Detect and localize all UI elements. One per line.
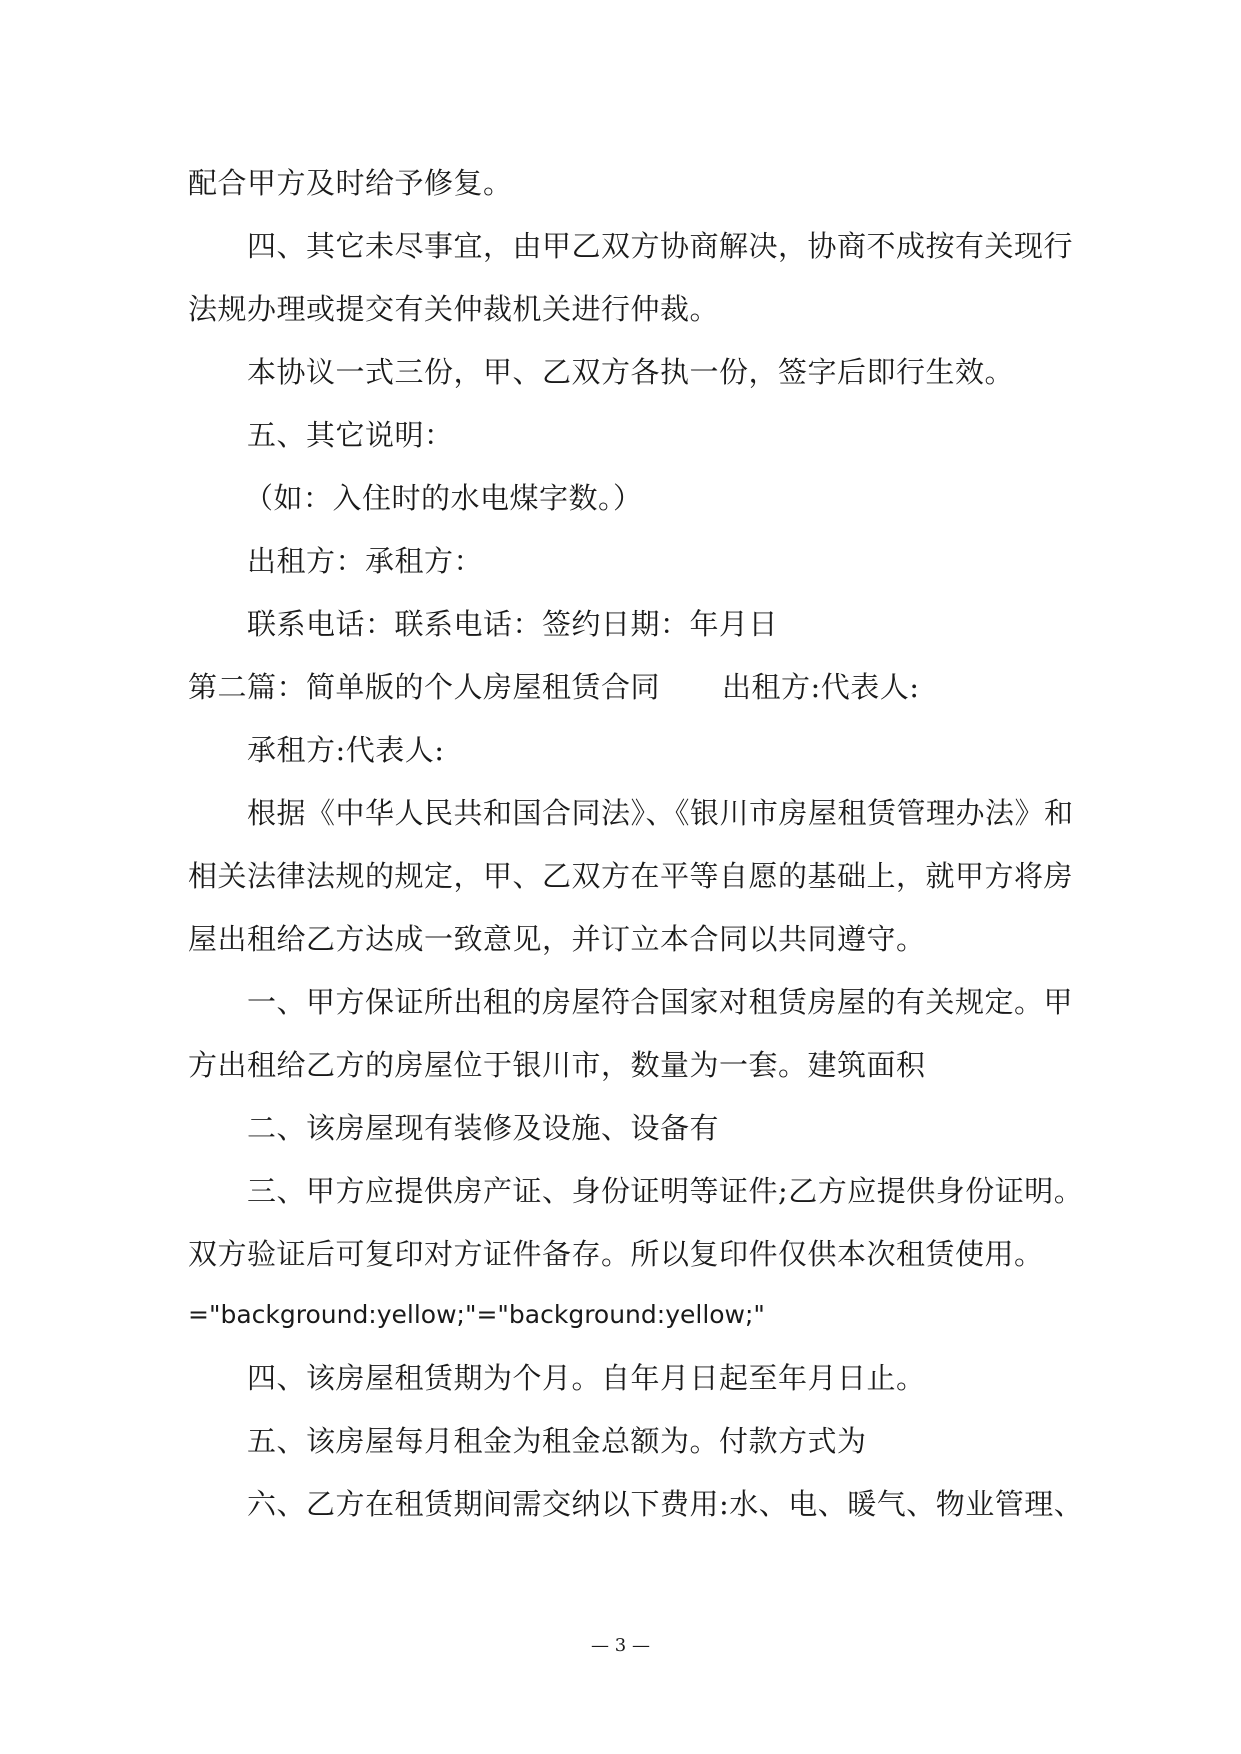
- text-line: 五、该房屋每月租金为租金总额为。付款方式为: [247, 1424, 867, 1458]
- page-number: — 3 —: [591, 1635, 650, 1656]
- text-line: 方出租给乙方的房屋位于银川市，数量为一套。建筑面积: [188, 1048, 926, 1082]
- text-line: 联系电话：联系电话：签约日期：年月日: [247, 607, 779, 641]
- code-residue-line: ="background:yellow;"="background:yellow;": [188, 1300, 765, 1329]
- section-subtitle: 出租方:代表人:: [722, 670, 920, 704]
- text-line: 双方验证后可复印对方证件备存。所以复印件仅供本次租赁使用。: [188, 1237, 1044, 1271]
- text-line: 一、甲方保证所出租的房屋符合国家对租赁房屋的有关规定。甲: [247, 985, 1074, 1019]
- text-line: 六、乙方在租赁期间需交纳以下费用:水、电、暖气、物业管理、: [247, 1487, 1084, 1521]
- text-line: 出租方：承租方：: [247, 544, 484, 578]
- text-line: 二、该房屋现有装修及设施、设备有: [247, 1111, 720, 1145]
- text-line: 三、甲方应提供房产证、身份证明等证件;乙方应提供身份证明。: [247, 1174, 1084, 1208]
- text-line: 根据《中华人民共和国合同法》、《银川市房屋租赁管理办法》和: [247, 796, 1074, 830]
- text-line: 五、其它说明：: [247, 418, 454, 452]
- text-line: 配合甲方及时给予修复。: [188, 166, 513, 200]
- text-line: 四、其它未尽事宜，由甲乙双方协商解决，协商不成按有关现行: [247, 229, 1074, 263]
- text-line: 法规办理或提交有关仲裁机关进行仲裁。: [188, 292, 720, 326]
- text-line: 承租方:代表人:: [247, 733, 445, 767]
- section-title: 第二篇：简单版的个人房屋租赁合同: [188, 670, 661, 704]
- text-line: 屋出租给乙方达成一致意见，并订立本合同以共同遵守。: [188, 922, 926, 956]
- section-heading-line: [188, 667, 920, 707]
- text-line: （如：入住时的水电煤字数。）: [244, 481, 643, 515]
- text-line: 相关法律法规的规定，甲、乙双方在平等自愿的基础上，就甲方将房: [188, 859, 1074, 893]
- text-line: 本协议一式三份，甲、乙双方各执一份，签字后即行生效。: [247, 355, 1015, 389]
- text-line: 四、该房屋租赁期为个月。自年月日起至年月日止。: [247, 1361, 926, 1395]
